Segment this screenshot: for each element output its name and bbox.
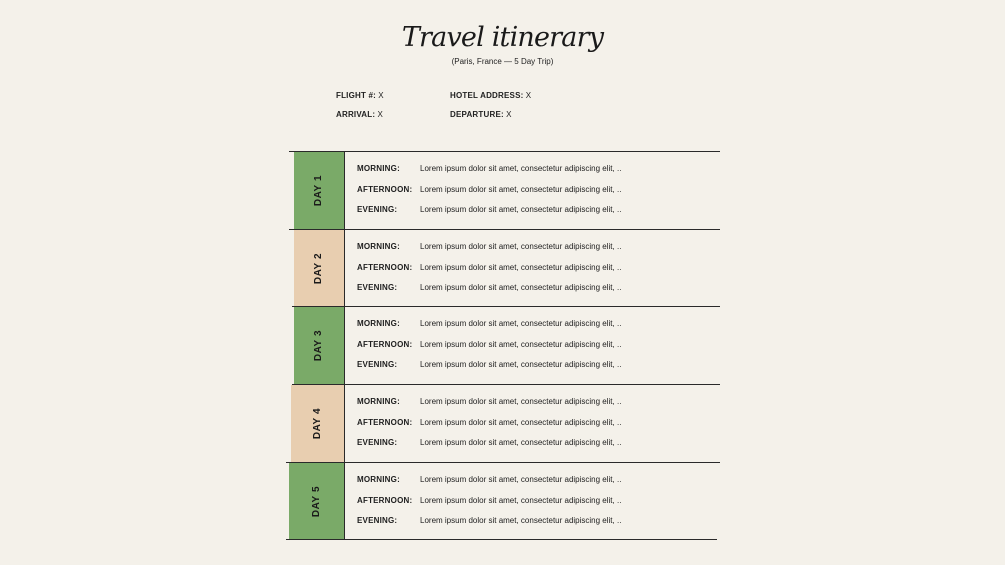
time-slot-text: Lorem ipsum dolor sit amet, consectetur adipiscing elit, .. [420,319,622,328]
time-slot-label: EVENING: [357,360,398,369]
day-tab [294,307,345,384]
day-row [0,307,1005,384]
time-slot-label: MORNING: [357,164,400,173]
day-row [0,152,1005,229]
page-title: Travel itinerary [401,22,604,53]
time-slot-text: Lorem ipsum dolor sit amet, consectetur adipiscing elit, .. [420,205,622,214]
time-slot-text: Lorem ipsum dolor sit amet, consectetur adipiscing elit, .. [420,418,622,427]
arrival-value: X [377,110,383,119]
day-row [0,230,1005,307]
departure-value: X [506,110,512,119]
time-slot-label: EVENING: [357,516,398,525]
day-tab [291,385,345,462]
hotel-value: X [525,91,532,100]
departure-label: DEPARTURE: [450,110,504,119]
table-bottom-line [286,539,717,540]
day-label: DAY 5 [310,485,322,518]
time-slot-label: AFTERNOON: [357,340,413,349]
time-slot-text: Lorem ipsum dolor sit amet, consectetur adipiscing elit, .. [420,438,622,447]
day-row [0,385,1005,462]
arrival-info [336,110,383,119]
day-tab [294,230,345,307]
hotel-label: HOTEL ADDRESS: [450,91,524,100]
time-slot-text: Lorem ipsum dolor sit amet, consectetur adipiscing elit, .. [420,340,622,349]
time-slot-label: MORNING: [357,242,400,251]
day-label: DAY 2 [313,252,325,285]
time-slot-label: MORNING: [357,397,400,406]
time-slot-label: MORNING: [357,475,400,484]
time-slot-label: AFTERNOON: [357,496,413,505]
time-slot-text: Lorem ipsum dolor sit amet, consectetur adipiscing elit, .. [420,283,622,292]
time-slot-label: AFTERNOON: [357,418,413,427]
arrival-label: ARRIVAL: [336,110,376,119]
time-slot-label: AFTERNOON: [357,263,413,272]
day-label: DAY 1 [313,174,325,207]
time-slot-text: Lorem ipsum dolor sit amet, consectetur adipiscing elit, .. [420,242,622,251]
day-label: DAY 3 [313,329,325,362]
time-slot-text: Lorem ipsum dolor sit amet, consectetur adipiscing elit, .. [420,185,622,194]
time-slot-text: Lorem ipsum dolor sit amet, consectetur adipiscing elit, .. [420,475,622,484]
time-slot-text: Lorem ipsum dolor sit amet, consectetur adipiscing elit, .. [420,164,622,173]
departure-info [450,110,511,119]
time-slot-text: Lorem ipsum dolor sit amet, consectetur adipiscing elit, .. [420,516,622,525]
time-slot-label: EVENING: [357,205,398,214]
day-row [0,463,1005,540]
day-tab [289,463,345,540]
time-slot-text: Lorem ipsum dolor sit amet, consectetur adipiscing elit, .. [420,360,622,369]
time-slot-text: Lorem ipsum dolor sit amet, consectetur adipiscing elit, .. [420,397,622,406]
time-slot-label: EVENING: [357,283,398,292]
time-slot-text: Lorem ipsum dolor sit amet, consectetur adipiscing elit, .. [420,496,622,505]
time-slot-text: Lorem ipsum dolor sit amet, consectetur adipiscing elit, .. [420,263,622,272]
flight-label: FLIGHT #: [336,91,377,100]
flight-value: X [378,91,384,100]
hotel-info [450,91,531,100]
day-tab [294,152,345,229]
time-slot-label: MORNING: [357,319,400,328]
page-subtitle: (Paris, France — 5 Day Trip) [451,57,554,66]
time-slot-label: AFTERNOON: [357,185,413,194]
day-label: DAY 4 [311,407,323,440]
flight-info [336,91,384,100]
time-slot-label: EVENING: [357,438,398,447]
